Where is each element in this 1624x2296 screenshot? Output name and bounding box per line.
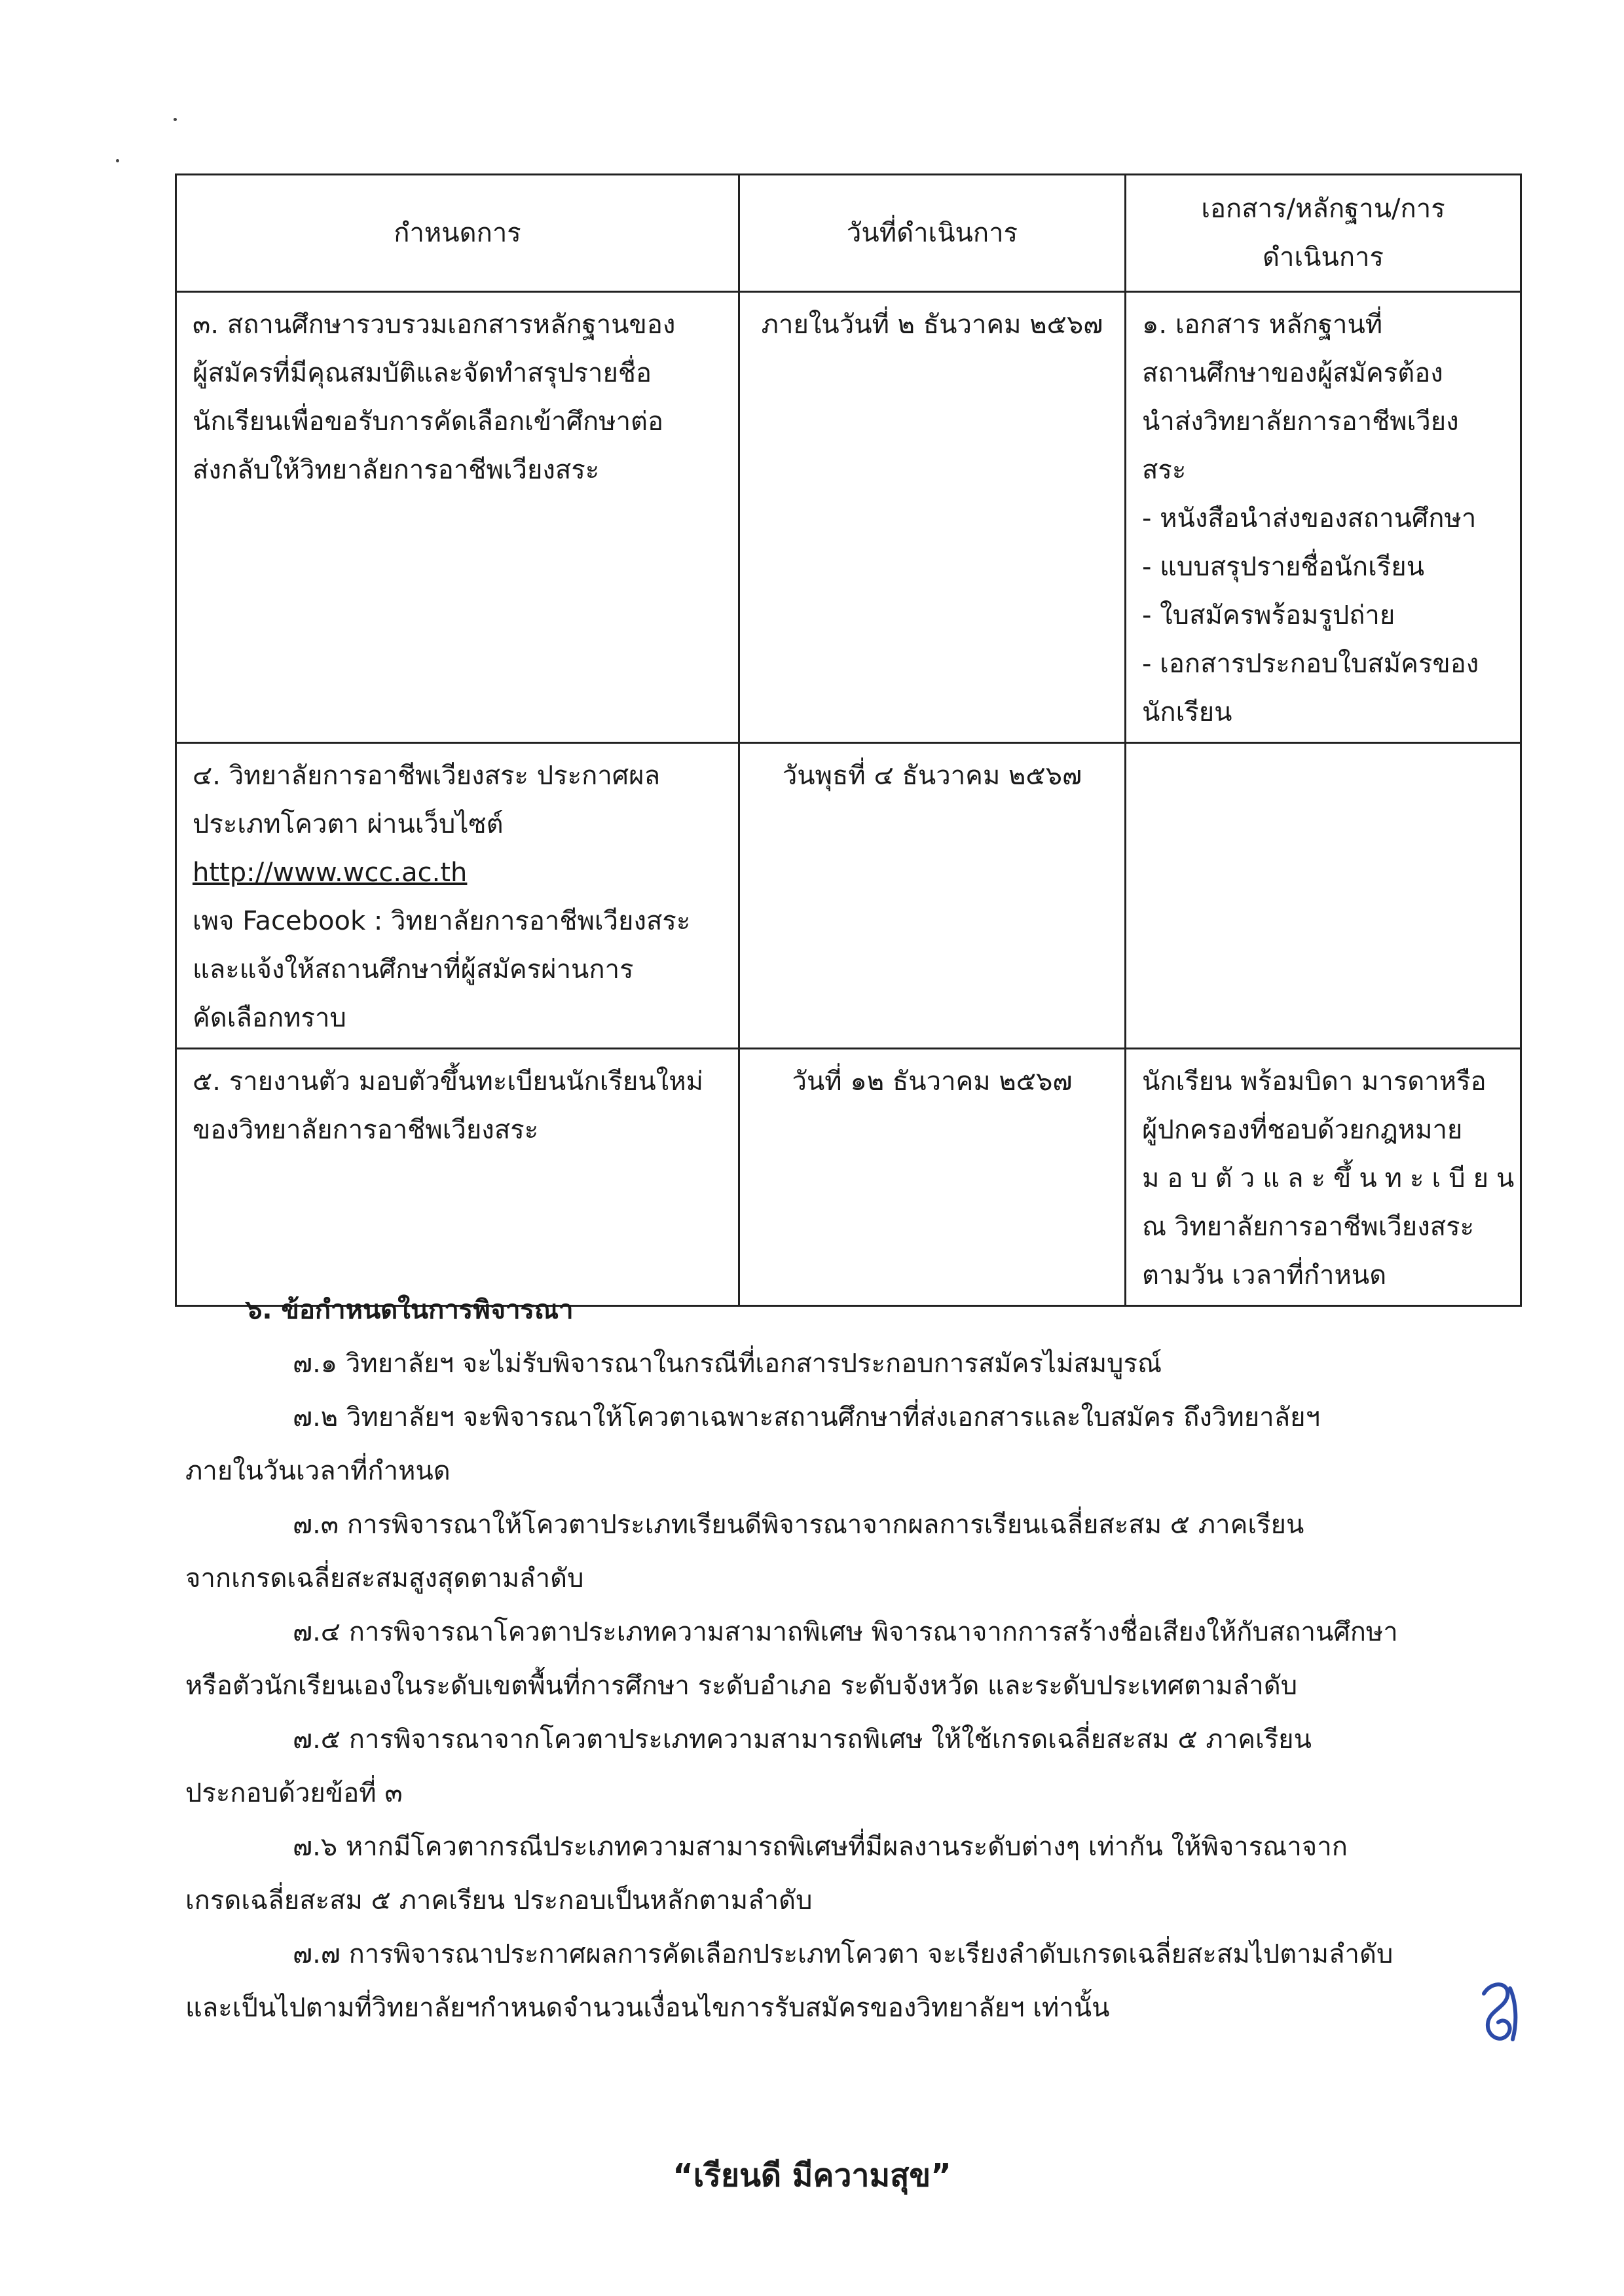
date-cell: วันที่ ๑๒ ธันวาคม ๒๕๖๗ <box>739 1049 1126 1306</box>
section-heading: ๖. ข้อกำหนดในการพิจารณา <box>246 1295 574 1325</box>
header-documents: เอกสาร/หลักฐาน/การ ดำเนินการ <box>1126 175 1521 292</box>
handwritten-page-mark <box>1472 1974 1524 2052</box>
documents-cell: ๑. เอกสาร หลักฐานที่ สถานศึกษาของผู้สมัครต้อง นำส่งวิทยาลัยการอาชีพเวียง สระ - หนังสือนำส่งของสถานศึกษา - แบบสรุปรายชื่อนักเรียน - ใบสมัครพร้อมรูปถ่าย - เอกสารประกอบใบสมัครของ นักเรียน <box>1126 292 1521 743</box>
website-link[interactable]: http://www.wcc.ac.th <box>193 858 468 888</box>
criteria-item: ๗.๖ หากมีโควตากรณีประเภทความสามารถพิเศษที่มีผลงานระดับต่างๆ เท่ากัน ให้พิจารณาจาก เกรดเฉลี่ยสะสม ๕ ภาคเรียน ประกอบเป็นหลักตามลำดับ <box>185 1832 1348 1916</box>
date-cell: วันพุธที่ ๔ ธันวาคม ๒๕๖๗ <box>739 743 1126 1049</box>
header-date: วันที่ดำเนินการ <box>739 175 1126 292</box>
header-schedule: กำหนดการ <box>176 175 739 292</box>
table-row <box>176 292 1521 743</box>
task-cell: ๔. วิทยาลัยการอาชีพเวียงสระ ประกาศผล ประเภทโควตา ผ่านเว็บไซต์ http://www.wcc.ac.th เพจ Facebook : วิทยาลัยการอาชีพเวียงสระ และแจ้งให้สถานศึกษาที่ผู้สมัครผ่านการ คัดเลือกทราบ <box>176 743 739 1049</box>
criteria-section <box>185 1283 1495 2035</box>
task-cell: ๓. สถานศึกษารวบรวมเอกสารหลักฐานของ ผู้สมัครที่มีคุณสมบัติและจัดทำสรุปรายชื่อ นักเรียนเพื่อขอรับการคัดเลือกเข้าศึกษาต่อ ส่งกลับให้วิทยาลัยการอาชีพเวียงสระ <box>176 292 739 743</box>
footer-slogan: “เรียนดี มีความสุข” <box>673 2157 951 2194</box>
criteria-item: ๗.๔ การพิจารณาโควตาประเภทความสามาถพิเศษ พิจารณาจากการสร้างชื่อเสียงให้กับสถานศึกษา หรือตัวนักเรียนเองในระดับเขตพื้นที่การศึกษา ระดับอำเภอ ระดับจังหวัด และระดับประเทศตามลำดับ <box>185 1617 1398 1701</box>
documents-cell: นักเรียน พร้อมบิดา มารดาหรือ ผู้ปกครองที่ชอบด้วยกฎหมาย มอบตัวและขึ้นทะเบียน ณ วิทยาลัยการอาชีพเวียงสระ ตามวัน เวลาที่กำหนด <box>1126 1049 1521 1306</box>
criteria-item: ๗.๗ การพิจารณาประกาศผลการคัดเลือกประเภทโควตา จะเรียงลำดับเกรดเฉลี่ยสะสมไปตามลำดับ และเป็นไปตามที่วิทยาลัยฯกำหนดจำนวนเงื่อนไขการรับสมัครของวิทยาลัยฯ เท่านั้น <box>185 1939 1393 2023</box>
scan-speck <box>174 118 177 121</box>
table-header-row <box>176 175 1521 292</box>
documents-cell <box>1126 743 1521 1049</box>
scan-speck <box>116 159 119 162</box>
table-row <box>176 1049 1521 1306</box>
criteria-item: ๗.๕ การพิจารณาจากโควตาประเภทความสามารถพิเศษ ให้ใช้เกรดเฉลี่ยสะสม ๕ ภาคเรียน ประกอบด้วยข้อที่ ๓ <box>185 1724 1312 1808</box>
date-cell: ภายในวันที่ ๒ ธันวาคม ๒๕๖๗ <box>739 292 1126 743</box>
table-row <box>176 743 1521 1049</box>
criteria-item: ๗.๑ วิทยาลัยฯ จะไม่รับพิจารณาในกรณีที่เอกสารประกอบการสมัครไม่สมบูรณ์ <box>293 1349 1162 1379</box>
criteria-item: ๗.๓ การพิจารณาให้โควตาประเภทเรียนดีพิจารณาจากผลการเรียนเฉลี่ยสะสม ๕ ภาคเรียน จากเกรดเฉลี่ยสะสมสูงสุดตามลำดับ <box>185 1510 1304 1594</box>
schedule-table <box>175 173 1522 1307</box>
task-cell: ๕. รายงานตัว มอบตัวขึ้นทะเบียนนักเรียนใหม่ ของวิทยาลัยการอาชีพเวียงสระ <box>176 1049 739 1306</box>
criteria-item: ๗.๒ วิทยาลัยฯ จะพิจารณาให้โควตาเฉพาะสถานศึกษาที่ส่งเอกสารและใบสมัคร ถึงวิทยาลัยฯ ภายในวันเวลาที่กำหนด <box>185 1402 1321 1486</box>
